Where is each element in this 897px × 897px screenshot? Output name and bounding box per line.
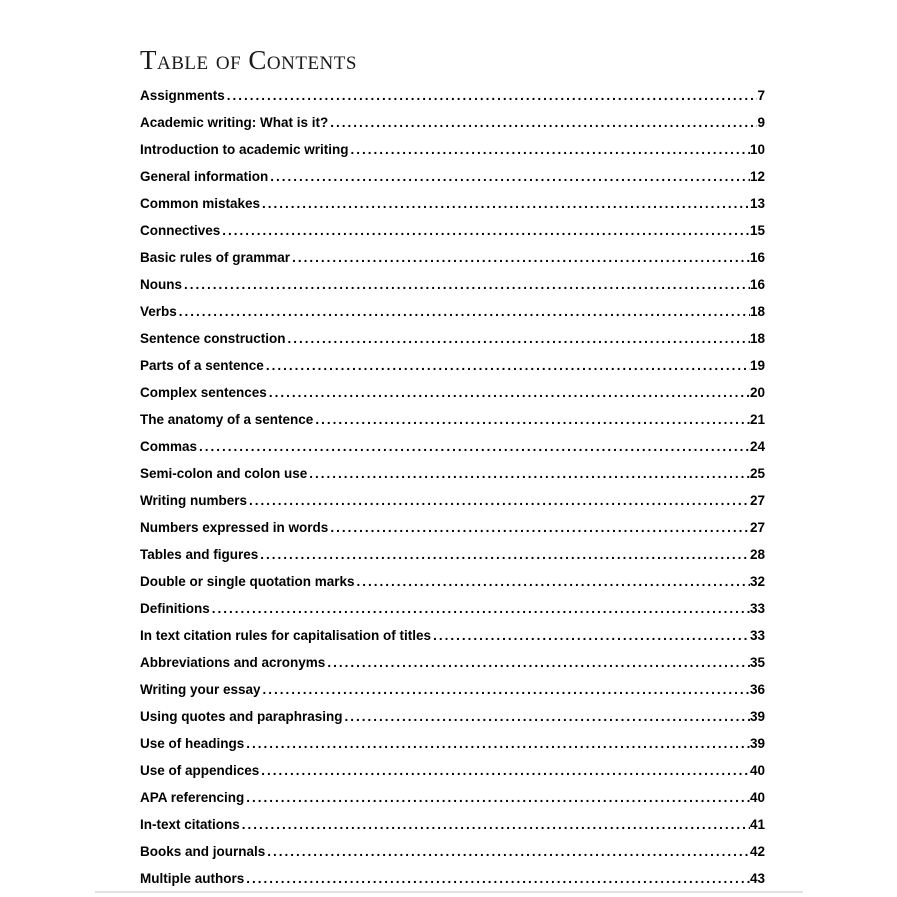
toc-entry-label: Semi-colon and colon use [140, 466, 308, 481]
toc-entry-label: Tables and figures [140, 547, 259, 562]
toc-entry-label: Common mistakes [140, 196, 261, 211]
toc-entry[interactable] [140, 838, 765, 865]
dot-leader [244, 730, 750, 757]
toc-entry-label: Assignments [140, 88, 225, 103]
toc-entry-label: Abbreviations and acronyms [140, 655, 326, 670]
toc-entry[interactable] [140, 649, 765, 676]
toc-entry[interactable] [140, 460, 765, 487]
dot-leader [197, 433, 750, 460]
page-bottom-divider [95, 891, 803, 893]
toc-entry-page: 43 [749, 871, 765, 886]
toc-entry[interactable] [140, 298, 765, 325]
toc-entry[interactable] [140, 217, 765, 244]
toc-entry-page: 33 [749, 628, 765, 643]
toc-entry-page: 18 [749, 304, 765, 319]
toc-entry-page: 39 [749, 709, 765, 724]
toc-entry[interactable] [140, 811, 765, 838]
toc-entry[interactable] [140, 568, 765, 595]
dot-leader [259, 757, 750, 784]
dot-leader [240, 811, 750, 838]
toc-entry[interactable] [140, 379, 765, 406]
toc-entry-page: 15 [749, 223, 765, 238]
dot-leader [182, 271, 750, 298]
toc-entry-label: Definitions [140, 601, 210, 616]
toc-entry-page: 42 [749, 844, 765, 859]
toc-entry-page: 24 [749, 439, 765, 454]
toc-entry[interactable] [140, 514, 765, 541]
toc-entry[interactable] [140, 487, 765, 514]
dot-leader [431, 622, 750, 649]
dot-leader [307, 460, 750, 487]
toc-entry-page: 13 [749, 196, 765, 211]
dot-leader [343, 703, 750, 730]
dot-leader [258, 541, 750, 568]
toc-entry-page: 36 [749, 682, 765, 697]
toc-entry[interactable] [140, 757, 765, 784]
dot-leader [247, 487, 750, 514]
toc-entry[interactable] [140, 865, 765, 892]
toc-entry-label: Double or single quotation marks [140, 574, 355, 589]
toc-list [140, 82, 765, 892]
toc-entry-label: APA referencing [140, 790, 245, 805]
toc-entry[interactable] [140, 325, 765, 352]
toc-entry[interactable] [140, 190, 765, 217]
dot-leader [328, 109, 757, 136]
toc-entry[interactable] [140, 136, 765, 163]
page-title: Table of Contents [140, 45, 357, 75]
toc-entry-label: Use of headings [140, 736, 245, 751]
dot-leader [264, 352, 750, 379]
dot-leader [328, 514, 750, 541]
toc-entry[interactable] [140, 595, 765, 622]
toc-entry-page: 33 [749, 601, 765, 616]
toc-entry-label: Academic writing: What is it? [140, 115, 329, 130]
toc-entry-page: 28 [749, 547, 765, 562]
toc-entry-label: Using quotes and paraphrasing [140, 709, 343, 724]
toc-entry-label: Writing numbers [140, 493, 248, 508]
toc-entry-page: 25 [749, 466, 765, 481]
toc-entry[interactable] [140, 244, 765, 271]
toc-entry-page: 16 [749, 250, 765, 265]
toc-entry-page: 19 [749, 358, 765, 373]
toc-entry-page: 21 [749, 412, 765, 427]
toc-entry-label: Sentence construction [140, 331, 286, 346]
dot-leader [220, 217, 750, 244]
toc-entry[interactable] [140, 676, 765, 703]
toc-entry-page: 27 [749, 493, 765, 508]
toc-entry[interactable] [140, 163, 765, 190]
toc-entry-page: 27 [749, 520, 765, 535]
toc-entry[interactable] [140, 703, 765, 730]
toc-entry[interactable] [140, 433, 765, 460]
toc-entry-page: 20 [749, 385, 765, 400]
toc-entry-page: 40 [749, 763, 765, 778]
toc-entry-label: Use of appendices [140, 763, 260, 778]
dot-leader [355, 568, 750, 595]
toc-entry-page: 32 [749, 574, 765, 589]
dot-leader [286, 325, 750, 352]
dot-leader [244, 865, 750, 892]
toc-entry-label: Verbs [140, 304, 177, 319]
dot-leader [349, 136, 750, 163]
toc-entry-label: Books and journals [140, 844, 266, 859]
dot-leader [177, 298, 750, 325]
dot-leader [325, 649, 750, 676]
toc-entry[interactable] [140, 784, 765, 811]
toc-section [140, 46, 765, 892]
toc-entry-page: 16 [749, 277, 765, 292]
toc-entry[interactable] [140, 352, 765, 379]
toc-entry[interactable] [140, 622, 765, 649]
dot-leader [261, 676, 750, 703]
toc-entry-page: 41 [749, 817, 765, 832]
toc-entry-label: General information [140, 169, 269, 184]
toc-entry-label: Parts of a sentence [140, 358, 264, 373]
toc-entry[interactable] [140, 541, 765, 568]
toc-entry-page: 40 [749, 790, 765, 805]
toc-entry-page: 12 [749, 169, 765, 184]
dot-leader [290, 244, 750, 271]
dot-leader [265, 838, 750, 865]
toc-entry-page: 35 [749, 655, 765, 670]
toc-entry[interactable] [140, 271, 765, 298]
toc-entry[interactable] [140, 730, 765, 757]
toc-entry-label: The anatomy of a sentence [140, 412, 314, 427]
toc-entry[interactable] [140, 82, 765, 109]
dot-leader [268, 163, 750, 190]
toc-entry-label: In text citation rules for capitalisation of titles [140, 628, 432, 643]
toc-entry[interactable] [140, 406, 765, 433]
toc-entry-page: 10 [749, 142, 765, 157]
toc-entry-label: Numbers expressed in words [140, 520, 329, 535]
toc-entry-label: Multiple authors [140, 871, 245, 886]
dot-leader [210, 595, 750, 622]
dot-leader [244, 784, 750, 811]
dot-leader [313, 406, 750, 433]
toc-entry-label: Commas [140, 439, 198, 454]
toc-entry-page: 39 [749, 736, 765, 751]
toc-entry-label: Writing your essay [140, 682, 261, 697]
toc-entry-label: Introduction to academic writing [140, 142, 349, 157]
toc-entry-page: 7 [757, 88, 765, 103]
dot-leader [225, 82, 758, 109]
toc-entry-label: Nouns [140, 277, 182, 292]
toc-entry[interactable] [140, 109, 765, 136]
toc-entry-label: Connectives [140, 223, 221, 238]
toc-entry-page: 9 [757, 115, 765, 130]
toc-entry-label: In-text citations [140, 817, 240, 832]
toc-entry-label: Basic rules of grammar [140, 250, 291, 265]
dot-leader [267, 379, 750, 406]
toc-entry-page: 18 [749, 331, 765, 346]
dot-leader [260, 190, 750, 217]
toc-entry-label: Complex sentences [140, 385, 267, 400]
